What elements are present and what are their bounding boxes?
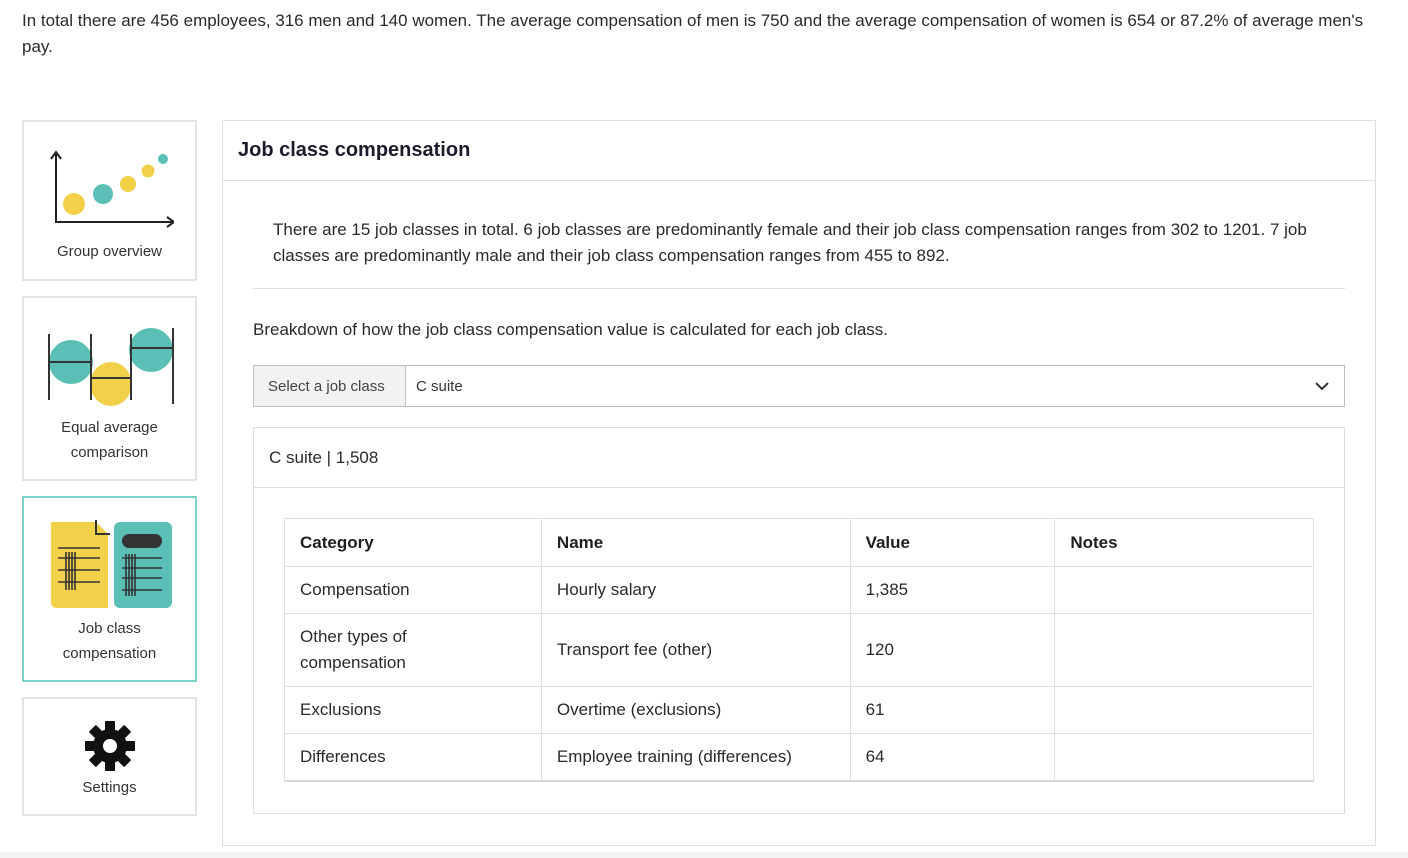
table-row <box>285 567 1314 614</box>
cell-notes <box>1055 567 1314 614</box>
column-header-notes: Notes <box>1055 519 1314 567</box>
breakdown-table <box>284 518 1314 782</box>
selected-job-class: C suite <box>416 377 463 395</box>
cell-category: Other types of compensation <box>285 614 542 687</box>
nav-label-line1: Equal average <box>61 419 158 436</box>
cell-value: 120 <box>850 614 1055 687</box>
nav-equal-average-comparison[interactable] <box>22 296 197 481</box>
cell-value: 64 <box>850 734 1055 781</box>
nav-settings[interactable] <box>22 697 197 816</box>
nav-label-line2: compensation <box>62 645 157 662</box>
column-header-category: Category <box>285 519 542 567</box>
nav-label-line2: comparison <box>70 444 149 461</box>
job-class-select[interactable] <box>253 365 1345 407</box>
balance-circles-icon <box>46 326 176 408</box>
page-bottom-strip <box>0 852 1408 858</box>
detail-header: C suite | 1,508 <box>254 428 1344 488</box>
cell-category: Exclusions <box>285 687 542 734</box>
cell-name: Overtime (exclusions) <box>541 687 850 734</box>
table-row <box>285 614 1314 687</box>
table-header-row <box>285 519 1314 567</box>
cell-name: Hourly salary <box>541 567 850 614</box>
cell-category: Compensation <box>285 567 542 614</box>
cell-value: 61 <box>850 687 1055 734</box>
nav-label-line1: Job class <box>78 620 141 637</box>
job-class-detail <box>253 427 1345 814</box>
cell-category: Differences <box>285 734 542 781</box>
column-header-value: Value <box>850 519 1055 567</box>
nav-label: Settings <box>82 779 137 796</box>
panel-header <box>223 121 1375 181</box>
cell-notes <box>1055 734 1314 781</box>
job-class-compensation-panel <box>222 120 1376 846</box>
divider <box>253 288 1345 289</box>
column-header-name: Name <box>541 519 850 567</box>
cell-notes <box>1055 687 1314 734</box>
select-label: Select a job class <box>254 366 406 406</box>
cell-value: 1,385 <box>850 567 1055 614</box>
cell-notes <box>1055 614 1314 687</box>
nav-label: Group overview <box>56 243 163 260</box>
cell-name: Transport fee (other) <box>541 614 850 687</box>
panel-title: Job class compensation <box>238 139 471 161</box>
cell-name: Employee training (differences) <box>541 734 850 781</box>
documents-icon <box>48 518 174 610</box>
scatter-chart-icon <box>50 148 174 228</box>
intro-text: There are 15 job classes in total. 6 job classes are predominantly female and their job class compensation ranges from 302 to 1201. 7 job classes are predominantly male and their job class compensation ranges from 455 to 892. <box>273 220 1307 265</box>
gear-icon <box>85 721 135 771</box>
nav-job-class-compensation[interactable] <box>22 496 197 682</box>
breakdown-text: Breakdown of how the job class compensation value is calculated for each job class. <box>253 320 889 339</box>
table-row <box>285 687 1314 734</box>
table-row <box>285 734 1314 781</box>
chevron-down-icon[interactable] <box>1314 379 1330 393</box>
nav-group-overview[interactable] <box>22 120 197 281</box>
summary-text: In total there are 456 employees, 316 men and 140 women. The average compensation of men is 750 and the average compensation of women is 654 or 87.2% of average men's pay. <box>22 11 1364 56</box>
job-class-dropdown[interactable] <box>406 366 1344 406</box>
